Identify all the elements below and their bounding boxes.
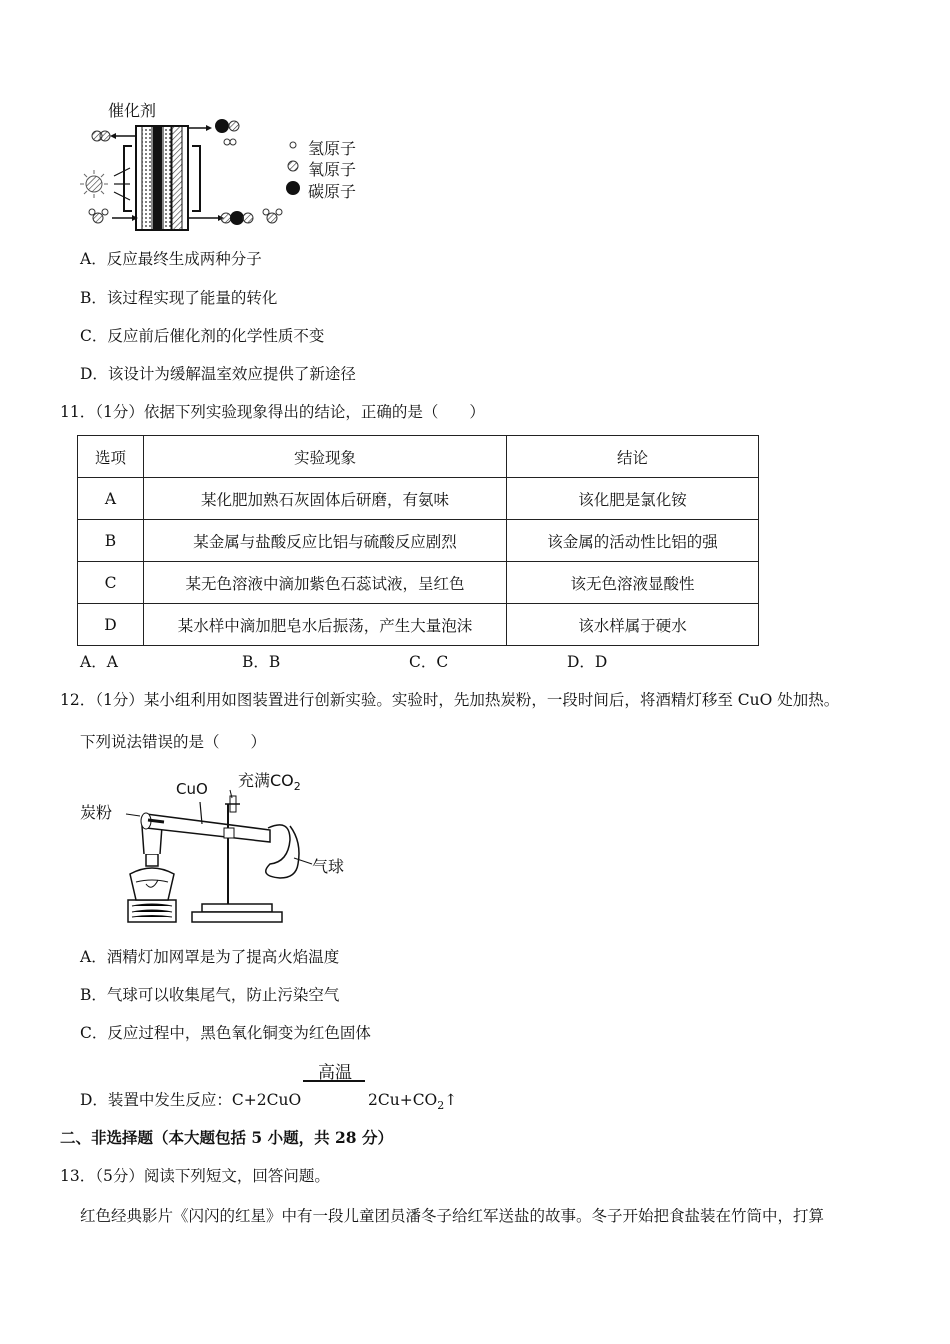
- q13-stem: 13．（5分）阅读下列短文，回答问题。: [60, 1167, 330, 1185]
- apparatus-drawing: [80, 766, 360, 926]
- table-cell: 该金属的活动性比铝的强: [507, 520, 759, 562]
- table-row: [78, 604, 759, 646]
- table-cell: C: [78, 562, 144, 604]
- q10-option-a: A．反应最终生成两种分子: [80, 250, 262, 268]
- q12-stem-line2: 下列说法错误的是（ ）: [80, 733, 267, 751]
- legend-hydrogen: 氢原子: [308, 139, 357, 158]
- catalyst-reaction-figure: [80, 96, 370, 236]
- catalyst-label: 催化剂: [108, 101, 157, 120]
- table-cell: D: [78, 604, 144, 646]
- q11-option-b: B．B: [242, 653, 281, 671]
- q10-option-c: C．反应前后催化剂的化学性质不变: [80, 327, 325, 345]
- q13-text: 红色经典影片《闪闪的红星》中有一段儿童团员潘冬子给红军送盐的故事。冬子开始把食盐装在竹筒中，打算: [80, 1207, 825, 1225]
- table-cell: 某化肥加熟石灰固体后研磨，有氨味: [144, 478, 507, 520]
- q12-option-d: D．装置中发生反应：C+2CuO: [80, 1091, 302, 1109]
- q11-option-c: C．C: [409, 653, 449, 671]
- reaction-equals-bar: [303, 1080, 365, 1082]
- q11-stem: 11．（1分）依据下列实验现象得出的结论，正确的是（ ）: [60, 403, 485, 421]
- reaction-product: $2Cu+CO_2↑$: [368, 1091, 458, 1113]
- apparatus-figure: [80, 766, 360, 926]
- q11-option-d: D．D: [567, 653, 608, 671]
- table-cell: 某水样中滴加肥皂水后振荡，产生大量泡沫: [144, 604, 507, 646]
- table-header-row: [78, 436, 759, 478]
- table-header-cell: 结论: [507, 436, 759, 478]
- legend-oxygen: 氧原子: [308, 160, 357, 179]
- table-cell: 某金属与盐酸反应比铝与硫酸反应剧烈: [144, 520, 507, 562]
- label-carbon-powder: 炭粉: [80, 803, 113, 822]
- q11-table: [77, 435, 759, 646]
- section-title: 二、非选择题（本大题包括 5 小题，共 28 分）: [60, 1128, 393, 1147]
- label-cuo: CuO: [176, 780, 208, 798]
- table-row: [78, 520, 759, 562]
- q12-option-a: A．酒精灯加网罩是为了提高火焰温度: [80, 948, 340, 966]
- q11-option-a: A．A: [80, 653, 118, 671]
- q12-option-c: C．反应过程中，黑色氧化铜变为红色固体: [80, 1024, 371, 1042]
- table-header-cell: 选项: [78, 436, 144, 478]
- table-row: [78, 478, 759, 520]
- table-header-cell: 实验现象: [144, 436, 507, 478]
- q10-option-b: B．该过程实现了能量的转化: [80, 289, 278, 307]
- table-cell: 该化肥是氯化铵: [507, 478, 759, 520]
- q12-option-b: B．气球可以收集尾气，防止污染空气: [80, 986, 340, 1004]
- table-row: [78, 562, 759, 604]
- table-cell: A: [78, 478, 144, 520]
- table-cell: 该水样属于硬水: [507, 604, 759, 646]
- q12-stem-line1: 12．（1分）某小组利用如图装置进行创新实验。实验时，先加热炭粉，一段时间后，将酒精灯移至 CuO 处加热。: [60, 691, 840, 709]
- label-balloon: 气球: [312, 857, 345, 876]
- table-cell: 该无色溶液显酸性: [507, 562, 759, 604]
- reaction-condition: 高温: [318, 1063, 352, 1083]
- table-cell: B: [78, 520, 144, 562]
- q10-option-d: D．该设计为缓解温室效应提供了新途径: [80, 365, 356, 383]
- legend-carbon: 碳原子: [308, 182, 357, 201]
- label-co2: 充满$CO_2$: [238, 771, 301, 794]
- table-cell: 某无色溶液中滴加紫色石蕊试液，呈红色: [144, 562, 507, 604]
